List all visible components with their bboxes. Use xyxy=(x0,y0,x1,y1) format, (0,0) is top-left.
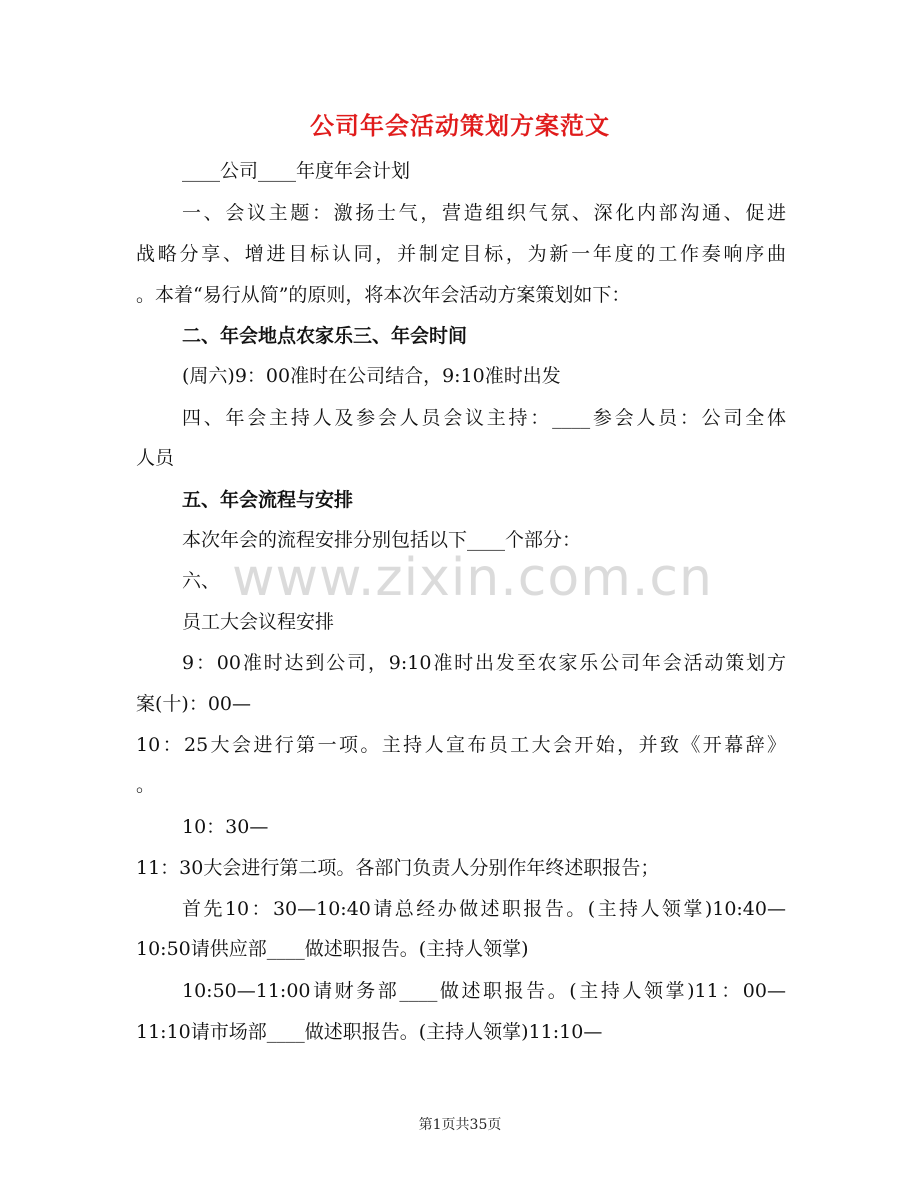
paragraph-line: 员工大会议程安排 xyxy=(182,611,335,633)
paragraph-line: 11:10请市场部____做述职报告。(主持人领掌)11:10— xyxy=(136,1021,603,1043)
paragraph-line: 一、会议主题：激扬士气，营造组织气氛、深化内部沟通、促进 xyxy=(182,202,786,224)
paragraph-line: 人员 xyxy=(136,447,175,469)
paragraph-line: 10：25大会进行第一项。主持人宣布员工大会开始，并致《开幕辞》 xyxy=(136,734,786,756)
paragraph-line: 首先10：30—10:40请总经办做述职报告。(主持人领掌)10:40— xyxy=(182,898,786,920)
paragraph-line: 10：30— xyxy=(182,816,269,838)
section-heading: 五、年会流程与安排 xyxy=(182,489,354,511)
paragraph-line: 本次年会的流程安排分别包括以下____个部分： xyxy=(182,529,582,551)
paragraph-line: 案(十)：00— xyxy=(136,693,252,715)
paragraph-line: 。本着“易行从简”的原则，将本次年会活动方案策划如下： xyxy=(136,284,631,306)
paragraph-line: 11：30大会进行第二项。各部门负责人分别作年终述职报告； xyxy=(136,857,660,879)
paragraph-line: 10:50—11:00请财务部____做述职报告。(主持人领掌)11：00— xyxy=(182,980,786,1002)
paragraph-line: 四、年会主持人及参会人员会议主持：____参会人员：公司全体 xyxy=(182,407,786,429)
paragraph-line: 10:50请供应部____做述职报告。(主持人领掌) xyxy=(136,938,529,960)
page-footer: 第1页共35页 xyxy=(418,1117,502,1133)
paragraph-line: 9：00准时达到公司，9:10准时出发至农家乐公司年会活动策划方 xyxy=(182,652,786,674)
paragraph-line: 战略分享、增进目标认同，并制定目标，为新一年度的工作奏响序曲 xyxy=(136,243,786,265)
paragraph-line: (周六)9：00准时在公司结合，9:10准时出发 xyxy=(182,365,561,387)
document-title: 公司年会活动策划方案范文 xyxy=(310,111,610,140)
watermark: www.zixin.com.cn xyxy=(232,548,713,608)
paragraph-line: 六、 xyxy=(182,570,221,592)
section-heading: 二、年会地点农家乐三、年会时间 xyxy=(182,325,468,347)
paragraph-line: 。 xyxy=(136,774,156,796)
plan-subtitle: ____公司____年度年会计划 xyxy=(182,160,411,182)
